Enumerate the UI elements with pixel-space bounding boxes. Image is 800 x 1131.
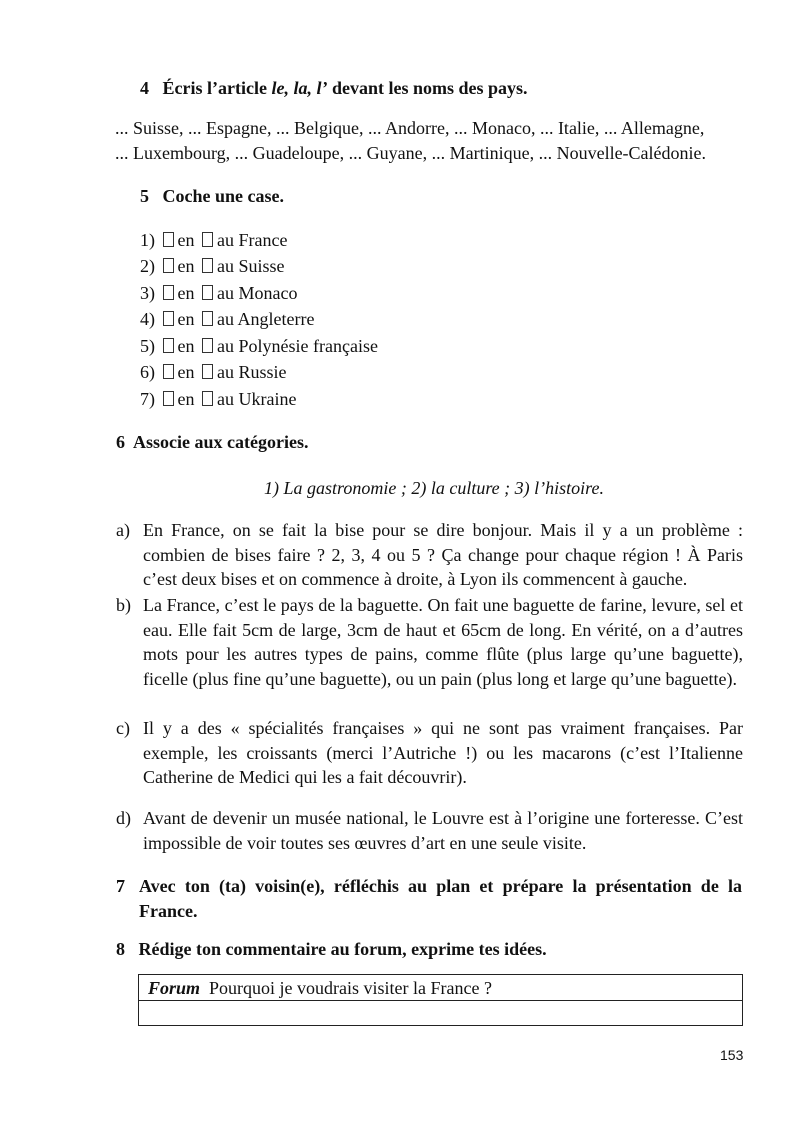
ex5-item (140, 283, 297, 303)
item-text: Avant de devenir un musée national, le Louvre est à l’origine une forteresse. C’est impossible de voir toutes ses œuvres d’art en une seule visite. (143, 808, 743, 853)
ex5-item (140, 256, 285, 276)
ex5-item (140, 389, 296, 409)
option-au: au (217, 389, 234, 409)
item-text: En France, on se fait la bise pour se dire bonjour. Mais il y a un problème : combien de bises faire ? 2, 3, 4 ou 5 ? Ça change pour chaque région ! À Paris c’est deux bises et on commence à droite, à Lyon ils commencent à gauche. (143, 520, 743, 589)
ex4-countries-line2: ... Luxembourg, ... Guadeloupe, ... Guyane, ... Martinique, ... Nouvelle-Calédonie. (115, 143, 707, 163)
ex4-countries-line1: ... Suisse, ... Espagne, ... Belgique, ... Andorre, ... Monaco, ... Italie, ... Allemagne, (115, 118, 705, 138)
item-label: d) (116, 808, 131, 828)
checkbox-au[interactable] (202, 311, 213, 326)
option-au: au (217, 230, 234, 250)
ex6-categories: 1) La gastronomie ; 2) la culture ; 3) l’histoire. (264, 478, 604, 498)
item-label: b) (116, 595, 131, 615)
option-au: au (217, 283, 234, 303)
checkbox-en[interactable] (163, 285, 174, 300)
ex5-item (140, 362, 287, 382)
ex4-heading (140, 76, 527, 100)
checkbox-au[interactable] (202, 391, 213, 406)
ex5-item (140, 230, 287, 250)
item-label: a) (116, 520, 130, 540)
country-name: Polynésie française (238, 336, 378, 356)
item-text: Il y a des « spécialités françaises » qui ne sont pas vraiment françaises. Par exemple, les croissants (merci l’Autriche !) ou les macarons (c’est l’Italienne Catherine de Medici qui les a fait découvrir). (143, 718, 743, 787)
option-en: en (177, 230, 195, 250)
ex6-heading (116, 430, 308, 454)
checkbox-au[interactable] (202, 232, 213, 247)
ex7-number: 7 (116, 876, 125, 896)
option-au: au (217, 362, 234, 382)
ex4-instruction-articles: le, la, l’ (271, 78, 328, 98)
country-name: Angleterre (237, 309, 315, 329)
option-au: au (217, 309, 234, 329)
country-name: Russie (238, 362, 287, 382)
checkbox-au[interactable] (202, 285, 213, 300)
checkbox-au[interactable] (202, 338, 213, 353)
ex8-text: Rédige ton commentaire au forum, exprime tes idées. (138, 939, 547, 959)
option-en: en (177, 309, 195, 329)
option-en: en (177, 256, 195, 276)
ex5-title: Coche une case. (162, 186, 284, 206)
item-label: c) (116, 718, 130, 738)
ex5-number: 5 (140, 186, 149, 206)
ex8-number: 8 (116, 939, 125, 959)
checkbox-en[interactable] (163, 258, 174, 273)
option-au: au (217, 336, 234, 356)
checkbox-en[interactable] (163, 232, 174, 247)
forum-question: Pourquoi je voudrais visiter la France ? (209, 978, 492, 998)
page-number: 153 (720, 1047, 744, 1063)
country-name: Suisse (238, 256, 285, 276)
checkbox-en[interactable] (163, 391, 174, 406)
ex5-item-number: 6) (140, 362, 155, 382)
forum-label: Forum (148, 978, 201, 998)
option-en: en (177, 283, 195, 303)
ex6-title: Associe aux catégories. (133, 432, 309, 452)
forum-answer-field[interactable] (139, 1001, 742, 1025)
checkbox-en[interactable] (163, 311, 174, 326)
option-au: au (217, 256, 234, 276)
ex4-instruction-end: devant les noms des pays. (327, 78, 528, 98)
ex5-item-number: 7) (140, 389, 155, 409)
item-text: La France, c’est le pays de la baguette. On fait une baguette de farine, levure, sel et eau. Elle fait 5cm de large, 3cm de haut et 65cm de long. En vérité, on a d’autres mots pour les autres types de pains, comme flûte (plus large qu’une baguette), ficelle (plus fine qu’une baguette), ou un pain (plus long et large qu’une baguette). (143, 595, 743, 689)
option-en: en (177, 362, 195, 382)
ex5-item-number: 3) (140, 283, 155, 303)
ex7-text: Avec ton (ta) voisin(e), réfléchis au plan et prépare la présentation de la France. (139, 876, 742, 921)
ex5-heading (140, 184, 284, 208)
ex5-item-number: 2) (140, 256, 155, 276)
option-en: en (177, 336, 195, 356)
checkbox-en[interactable] (163, 364, 174, 379)
forum-table (138, 974, 743, 1026)
checkbox-au[interactable] (202, 258, 213, 273)
ex6-number: 6 (116, 432, 125, 452)
ex5-item-number: 4) (140, 309, 155, 329)
checkbox-en[interactable] (163, 338, 174, 353)
country-name: France (238, 230, 288, 250)
ex5-item-number: 1) (140, 230, 155, 250)
ex4-number: 4 (140, 78, 149, 98)
ex4-instruction-start: Écris l’article (162, 78, 272, 98)
option-en: en (177, 389, 195, 409)
ex5-item (140, 309, 314, 329)
ex5-item-number: 5) (140, 336, 155, 356)
country-name: Ukraine (238, 389, 297, 409)
ex5-item (140, 336, 378, 356)
checkbox-au[interactable] (202, 364, 213, 379)
country-name: Monaco (238, 283, 298, 303)
forum-header-row (139, 975, 742, 1001)
ex8-heading (116, 937, 547, 961)
